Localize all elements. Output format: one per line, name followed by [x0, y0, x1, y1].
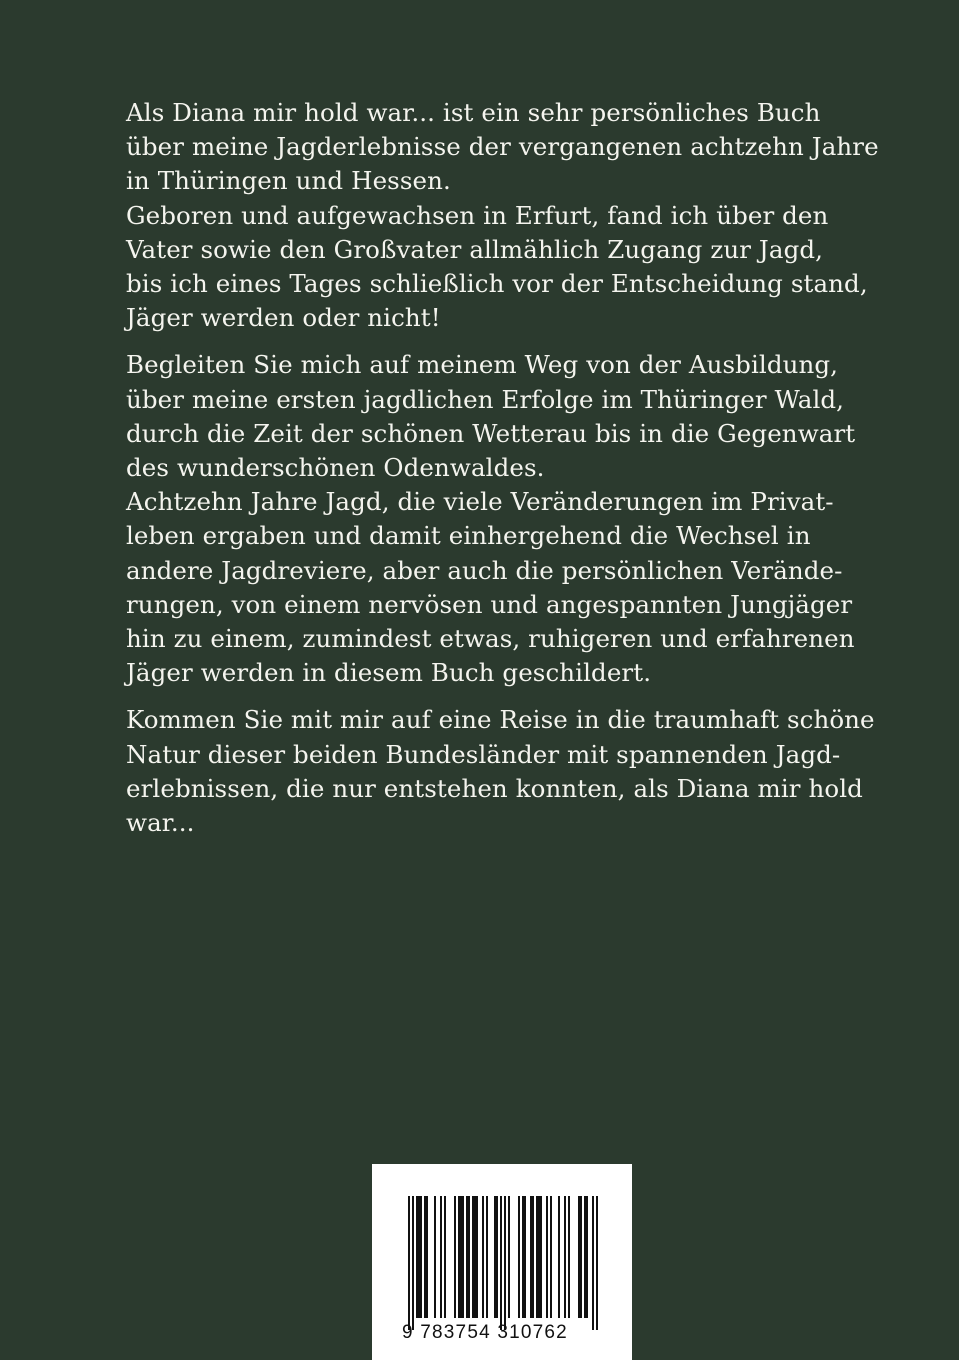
blurb-paragraph-1: [126, 96, 879, 335]
text-line: Als Diana mir hold war... ist ein sehr persönliches Buch: [126, 98, 821, 127]
barcode-bar: [412, 1196, 414, 1330]
barcode-bar: [468, 1196, 470, 1318]
text-line: Begleiten Sie mich auf meinem Weg von der Ausbildung,: [126, 350, 839, 380]
barcode-bar: [564, 1196, 566, 1318]
barcode-panel: [372, 1164, 632, 1360]
text-line: andere Jagdreviere, aber auch die persönlichen Verände-: [126, 555, 843, 585]
barcode-bar: [508, 1196, 510, 1318]
barcode-bar: [550, 1196, 552, 1318]
barcode-bar: [416, 1196, 418, 1318]
barcode-bar: [530, 1196, 532, 1318]
text-line: Achtzehn Jahre Jagd, die viele Veränderungen im Privat-: [126, 487, 834, 517]
barcode-bar: [538, 1196, 540, 1318]
blurb-paragraph-3: [126, 703, 875, 840]
barcode-bar: [546, 1196, 548, 1318]
barcode-bar: [586, 1196, 588, 1318]
barcode-bar: [486, 1196, 488, 1318]
barcode-bar: [408, 1196, 410, 1330]
barcode-bar: [504, 1196, 506, 1330]
text-line: war...: [126, 808, 195, 838]
barcode-bar: [592, 1196, 594, 1330]
barcode-bar: [426, 1196, 428, 1318]
barcode-bar: [518, 1196, 520, 1318]
barcode-bar: [496, 1196, 498, 1318]
barcode-bar: [540, 1196, 542, 1318]
barcode-bar: [420, 1196, 422, 1318]
barcode-bar: [462, 1196, 464, 1318]
text-line: bis ich eines Tages schließlich vor der Entscheidung stand,: [126, 269, 868, 299]
barcode-bar: [472, 1196, 474, 1318]
text-line: leben ergaben und damit einhergehend die Wechsel in: [126, 521, 811, 551]
barcode-bar: [466, 1196, 468, 1318]
barcode-bar: [584, 1196, 586, 1318]
blurb-text: [126, 96, 879, 840]
barcode-bar: [568, 1196, 570, 1318]
text-line: durch die Zeit der schönen Wetterau bis in die Gegenwart: [126, 418, 856, 448]
barcode-bar: [580, 1196, 582, 1318]
text-line: Geboren und aufgewachsen in Erfurt, fand ich über den: [126, 200, 829, 230]
barcode-bar: [458, 1196, 460, 1318]
text-line: hin zu einem, zumindest etwas, ruhigeren und erfahrenen: [126, 624, 855, 654]
text-line: Kommen Sie mit mir auf eine Reise in die traumhaft schöne: [126, 705, 875, 735]
text-line: rungen, von einem nervösen und angespannten Jungjäger: [126, 589, 853, 619]
barcode-bar: [418, 1196, 420, 1318]
text-line: Vater sowie den Großvater allmählich Zugang zur Jagd,: [126, 234, 824, 264]
text-line: Natur dieser beiden Bundesländer mit spannenden Jagd-: [126, 739, 841, 769]
barcode-bar: [434, 1196, 436, 1318]
barcode-bar: [500, 1196, 502, 1330]
barcode-bar: [522, 1196, 524, 1318]
barcode-bar: [532, 1196, 534, 1318]
barcode-bar: [578, 1196, 580, 1318]
barcode-bar: [440, 1196, 442, 1318]
text-line: über meine ersten jagdlichen Erfolge im Thüringer Wald,: [126, 384, 845, 414]
text-line: Jäger werden oder nicht!: [126, 303, 441, 333]
barcode-bar: [524, 1196, 526, 1318]
text-line: des wunderschönen Odenwaldes.: [126, 453, 545, 483]
barcode-bar: [536, 1196, 538, 1318]
barcode-bar: [558, 1196, 560, 1318]
blurb-paragraph-2: [126, 348, 856, 690]
isbn-digits: 9 783754 310762: [402, 1322, 568, 1343]
text-line: über meine Jagderlebnisse der vergangenen achtzehn Jahre: [126, 132, 879, 162]
barcode-bar: [476, 1196, 478, 1318]
text-line: erlebnissen, die nur entstehen konnten, als Diana mir hold: [126, 773, 863, 803]
barcode-bar: [596, 1196, 598, 1330]
text-line: in Thüringen und Hessen.: [126, 166, 451, 196]
barcode-bar: [474, 1196, 476, 1318]
barcode-bar: [424, 1196, 426, 1318]
text-line: Jäger werden in diesem Buch geschildert.: [126, 658, 652, 688]
barcode-bar: [482, 1196, 484, 1318]
barcode-bar: [494, 1196, 496, 1318]
barcode-bar: [454, 1196, 456, 1318]
barcode-bar: [460, 1196, 462, 1318]
barcode-bar: [444, 1196, 446, 1318]
